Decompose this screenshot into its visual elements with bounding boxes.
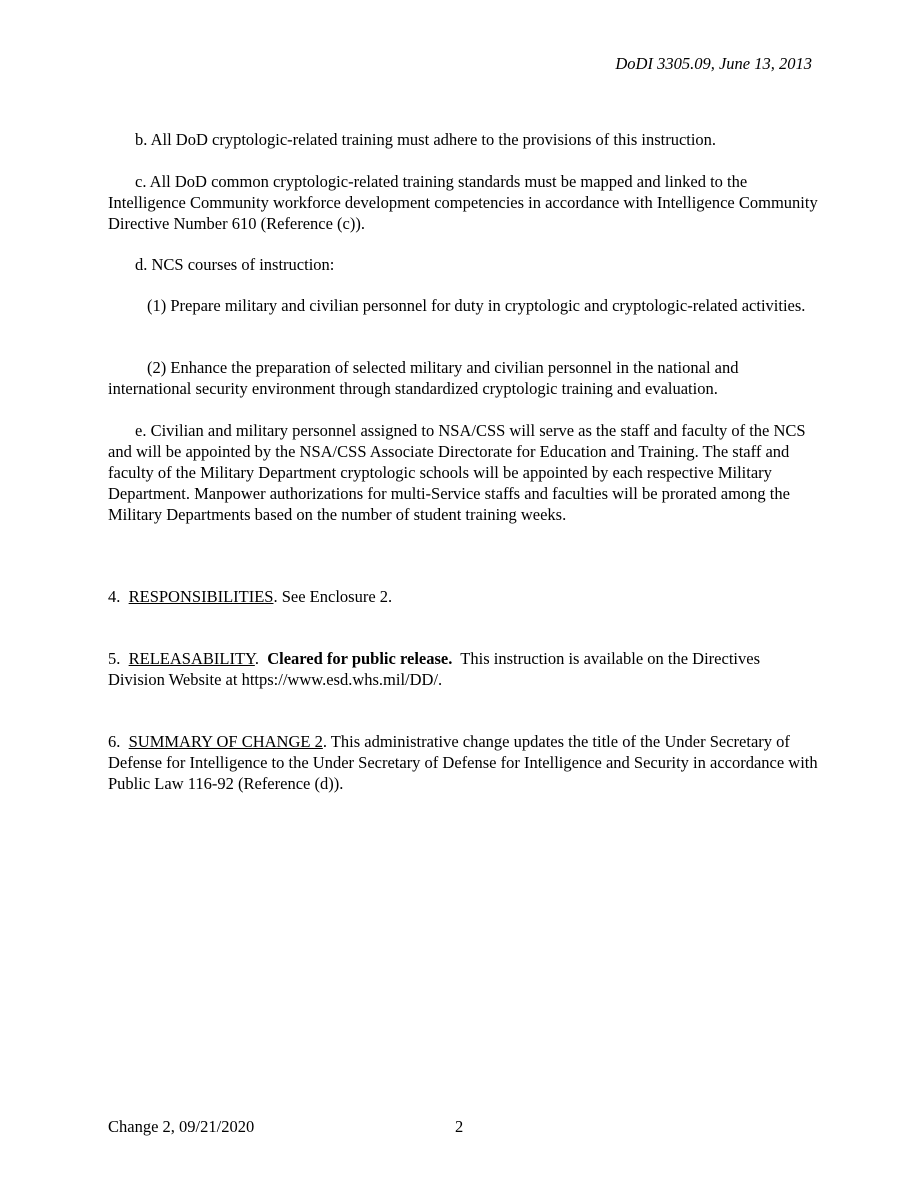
paragraph-e: e. Civilian and military personnel assigned to NSA/CSS will serve as the staff and faculty of the NCS and will be appointed by the NSA/CSS Associate Directorate for Education and Training. The staff and faculty of the Military Department cryptologic schools will be appointed by each respective Military Department. Manpower authorizations for multi-Service staffs and faculties will be prorated among the Military Departments based on the number of student training weeks. [108,421,806,524]
footer-change-date: Change 2, 09/21/2020 [108,1117,255,1136]
section-separator: . [254,649,268,668]
section-number: 4. [108,587,121,606]
section-number: 5. [108,649,121,668]
paragraph-d2: (2) Enhance the preparation of selected military and civilian personnel in the national and international security environment through standardized cryptologic training and evaluation. [108,358,739,398]
section-4-responsibilities [108,586,820,607]
release-statement: Cleared for public release. [267,649,453,668]
section-heading: RESPONSIBILITIES [128,587,274,606]
document-reference-header: DoDI 3305.09, June 13, 2013 [615,54,812,73]
section-heading: SUMMARY OF CHANGE 2 [128,732,323,751]
section-text: This instruction is available on the Directives Division Website at https://www.esd.whs.mil/DD/. [108,649,765,689]
footer-page-number: 2 [455,1117,464,1136]
paragraph-d: d. NCS courses of instruction: [135,255,335,274]
section-text: . This administrative change updates the title of the Under Secretary of Defense for Intelligence to the Under Secretary of Defense for Intelligence and Security in accordance with Public Law 116-92 (Reference (d)). [108,732,818,793]
paragraph-b: b. All DoD cryptologic-related training must adhere to the provisions of this instruction. [135,130,717,149]
section-6-summary-of-change [108,731,820,794]
paragraph-d1: (1) Prepare military and civilian personnel for duty in cryptologic and cryptologic-related activities. [147,296,806,315]
section-5-releasability [108,648,820,690]
section-number: 6. [108,732,121,751]
section-text: . See Enclosure 2. [273,587,393,606]
section-heading: RELEASABILITY [128,649,255,668]
paragraph-c: c. All DoD common cryptologic-related training standards must be mapped and linked to the Intelligence Community workforce development competencies in accordance with Intelligence Community Directive Number 610 (Reference (c)). [108,172,818,233]
